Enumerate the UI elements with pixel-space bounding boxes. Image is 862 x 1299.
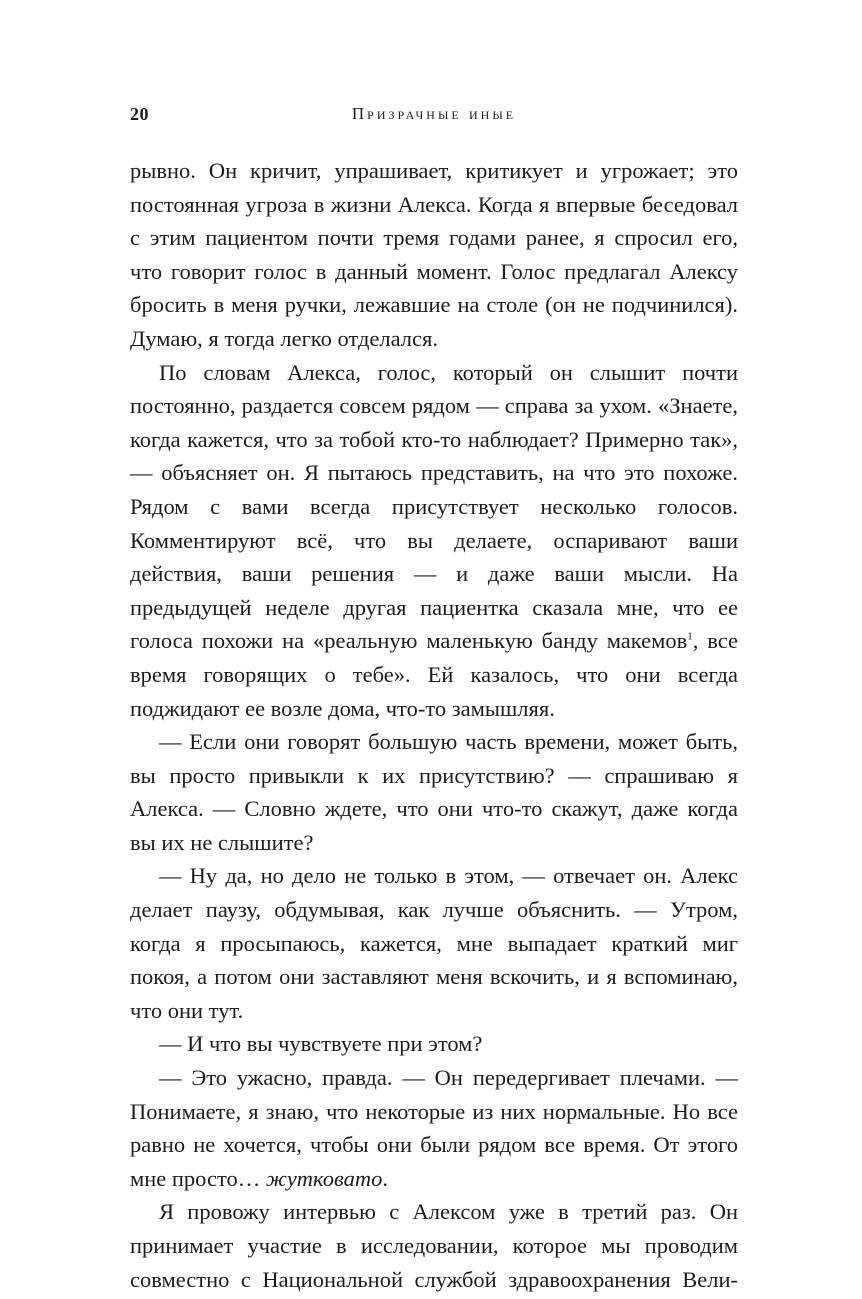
paragraph-text: По словам Алекса, голос, который он слышит почти постоянно, раздается совсем рядом — справа за ухом. «Знаете, когда кажется, что за тобой кто-то наблюдает? Примерно так», — объясняет он. Я пытаюсь представить, на что это похоже. Рядом с вами всегда присутствует несколько голосов. Комментируют всё, что вы делаете, оспаривают ваши действия, ваши решения — и даже ваши мысли. На предыдущей неделе другая пациентка сказала мне, что ее голоса похожи на «реальную маленькую банду макемов bbox=[130, 359, 738, 654]
paragraph bbox=[130, 356, 738, 726]
emphasis-text: жутковато bbox=[265, 1165, 383, 1191]
paragraph: рывно. Он кричит, упрашивает, критикует и угрожает; это постоянная угроза в жизни Алекса. Когда я впервые беседовал с этим пациентом почти тремя годами ранее, я спросил его, что говорит голос в данный момент. Голос предлагал Алексу бросить в меня ручки, лежавшие на столе (он не подчинился). Думаю, я тогда легко отделался. bbox=[130, 158, 738, 351]
dialogue-paragraph bbox=[130, 1061, 738, 1195]
dialogue-paragraph: — И что вы чувствуете при этом? bbox=[159, 1031, 483, 1057]
dialogue-paragraph: — Если они говорят большую часть времени, может быть, вы просто привыкли к их присутствию? — спрашиваю я Алекса. — Словно ждете, что они что-то скажут, даже когда вы их не слышите? bbox=[130, 729, 738, 855]
body-text bbox=[130, 154, 738, 1296]
footnote-marker[interactable]: 1 bbox=[687, 630, 693, 643]
paragraph-text: , все время говорящих о тебе». Ей казалось, что они всегда поджидают ее возле дома, что-то замышляя. bbox=[130, 628, 738, 721]
page-header bbox=[130, 104, 738, 134]
paragraph-text: — Это ужасно, правда. — Он передергивает плечами. — Понимаете, я знаю, что некоторые из них нормальные. Но все равно не хочется, чтобы они были рядом все время. От этого мне просто… bbox=[130, 1065, 738, 1191]
paragraph-text: . bbox=[382, 1165, 388, 1191]
paragraph: Я провожу интервью с Алексом уже в третий раз. Он принимает участие в исследовании, которое мы проводим совместно с Национальной службой здравоохранения Вели- bbox=[130, 1199, 738, 1292]
dialogue-paragraph: — Ну да, но дело не только в этом, — отвечает он. Алекс делает паузу, обдумывая, как лучше объяснить. — Утром, когда я просыпаюсь, кажется, мне выпадает краткий миг покоя, а потом они заставляют меня вскочить, и я вспоминаю, что они тут. bbox=[130, 863, 738, 1023]
page-number: 20 bbox=[130, 104, 149, 124]
running-title: Призрачные иные bbox=[351, 104, 517, 123]
